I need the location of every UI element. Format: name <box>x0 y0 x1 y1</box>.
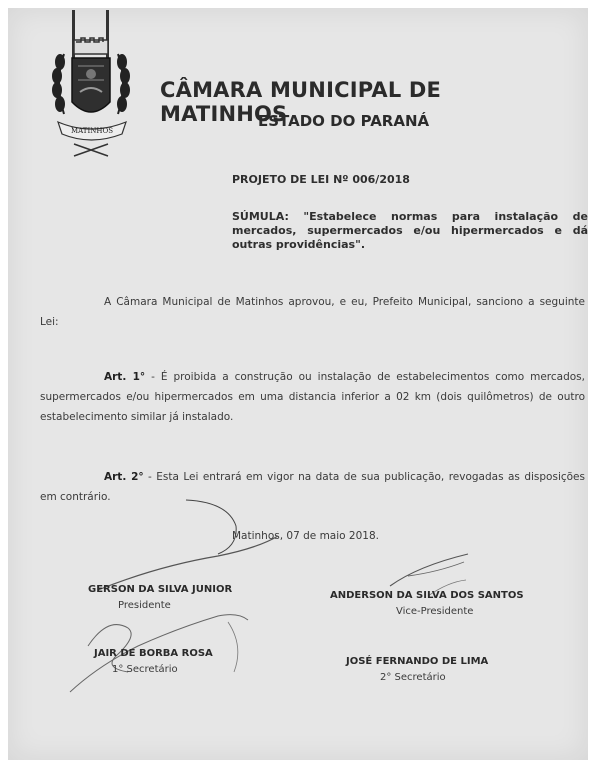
article-1-label: Art. 1° <box>104 371 146 383</box>
municipal-crest <box>48 10 138 158</box>
signatory-3-name: JAIR DE BORBA ROSA <box>94 648 213 659</box>
state-subtitle: ESTADO DO PARANÁ <box>258 112 430 130</box>
signatory-1-role: Presidente <box>118 600 171 611</box>
chamber-title: CÂMARA MUNICIPAL DE MATINHOS <box>160 78 442 126</box>
bill-number: PROJETO DE LEI Nº 006/2018 <box>232 173 410 186</box>
bill-summary: SÚMULA: "Estabelece normas para instalação de mercados, supermercados e/ou hipermercados e dá outras providências". <box>232 210 588 251</box>
article-1-paragraph <box>40 367 585 427</box>
signatory-2-role: Vice-Presidente <box>396 606 474 617</box>
article-2-label: Art. 2° <box>104 471 144 483</box>
intro-text: A Câmara Municipal de Matinhos aprovou, e eu, Prefeito Municipal, sanciono a seguinte Lei: <box>40 296 585 328</box>
article-2-text: - Esta Lei entrará em vigor na data de sua publicação, revogadas as disposições em contrário. <box>40 471 585 503</box>
svg-text:MATINHOS: MATINHOS <box>70 127 114 135</box>
article-1-text: - É proibida a construção ou instalação de estabelecimentos como mercados, supermercados e/ou hipermercados em uma distancia inferior a 02 km (dois quilômetros) de outro estabelecimento similar já instalado. <box>40 371 585 423</box>
document-page <box>8 8 588 760</box>
signatory-2-name: ANDERSON DA SILVA DOS SANTOS <box>330 590 524 601</box>
intro-paragraph <box>40 292 585 332</box>
signatory-4-role: 2° Secretário <box>380 672 446 683</box>
signatory-3-role: 1° Secretário <box>112 664 178 675</box>
signatory-4-name: JOSÉ FERNANDO DE LIMA <box>346 656 489 667</box>
signature-scribbles-left <box>68 496 308 706</box>
signatory-1-name: GERSON DA SILVA JUNIOR <box>88 584 233 595</box>
document-date: Matinhos, 07 de maio 2018. <box>232 530 379 542</box>
